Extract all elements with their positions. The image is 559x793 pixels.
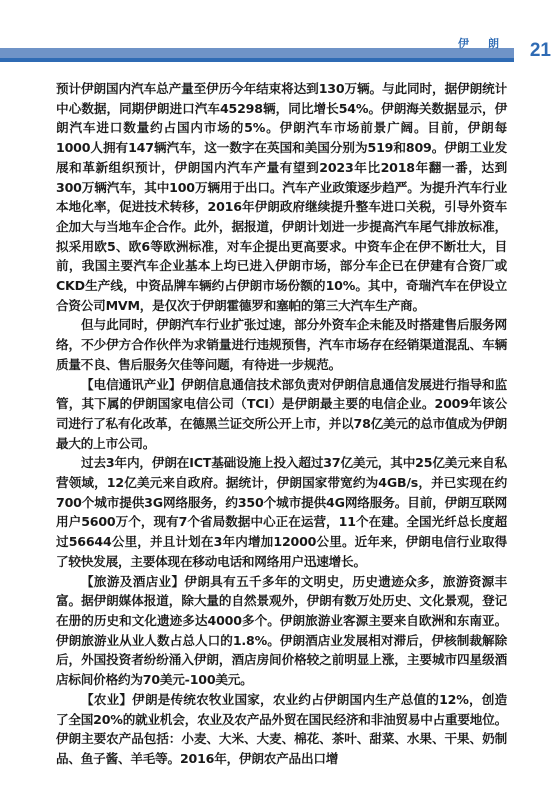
paragraph	[56, 375, 507, 454]
paragraph-text: 伊朗信息通信技术部负责对伊朗信息通信发展进行指导和监管，其下属的伊朗国家电信公司（TCI）是伊朗最主要的电信企业。2009年该公司进行了私有化改革，在德黑兰证交所公开上市，并以78亿美元的总市值成为伊朗最大的上市公司。	[56, 376, 507, 451]
section-name: 伊 朗	[458, 37, 503, 50]
paragraph	[56, 79, 507, 315]
paragraph	[56, 690, 507, 769]
paragraph-text: 伊朗是传统农牧业国家，农业约占伊朗国内生产总值的12%，创造了全国20%的就业机会，农业及农产品外贸在国民经济和非油贸易中占重要地位。伊朗主要农产品包括：小麦、大米、大麦、棉花、茶叶、甜菜、水果、干果、奶制品、鱼子酱、羊毛等。2016年，伊朗农产品出口增	[56, 691, 507, 766]
body-text	[56, 79, 507, 769]
page-number: 21	[529, 40, 551, 61]
paragraph	[56, 572, 507, 690]
category-label: 【农业】	[81, 691, 133, 707]
paragraph	[56, 315, 507, 374]
paragraph-text: 过去3年内，伊朗在ICT基础设施上投入超过37亿美元，其中25亿美元来自私营领域，12亿美元来自政府。据统计，伊朗国家带宽约为4GB/s，并已实现在约700个城市提供3G网络服务，约350个城市提供4G网络服务。目前，伊朗互联网用户5600万个，现有7个省局数据中心正在运营，11个在建。全国光纤总长度超过56644公里，并且计划在3年内增加12000公里。近年来，伊朗电信行业取得了较快发展，主要体现在移动电话和网络用户迅速增长。	[56, 455, 507, 569]
category-label: 【旅游及酒店业】	[81, 573, 185, 589]
paragraph-text: 伊朗具有五千多年的文明史，历史遗迹众多，旅游资源丰富。据伊朗媒体报道，除大量的自然景观外，伊朗有数万处历史、文化景观，登记在册的历史和文化遗迹多达4000多个。伊朗旅游业客源主要来自欧洲和东南亚。伊朗旅游业从业人数占总人口的1.8%。伊朗酒店业发展相对滞后，伊核制裁解除后，外国投资者纷纷涌入伊朗，酒店房间价格较之前明显上涨，主要城市四星级酒店标间价格约为70美元-100美元。	[56, 573, 507, 688]
category-label: 【电信通讯产业】	[81, 376, 182, 392]
paragraph-text: 但与此同时，伊朗汽车行业扩张过速，部分外资车企未能及时搭建售后服务网络，不少伊方合作伙伴为求销量进行违规预售，汽车市场存在经销渠道混乱、车辆质量不良、售后服务欠佳等问题，有待进一步规范。	[56, 317, 507, 372]
paragraph-text: 预计伊朗国内汽车总产量至伊历今年结束将达到130万辆。与此同时，据伊朗统计中心数据，同期伊朗进口汽车45298辆，同比增长54%。伊朗海关数据显示，伊朗汽车进口数量约占国内市场的5%。伊朗汽车市场前景广阔。目前，伊朗每1000人拥有147辆汽车，这一数字在英国和美国分别为519和809。伊朗工业发展和革新组织预计，伊朗国内汽车产量有望到2023年比2018年翻一番，达到300万辆汽车，其中100万辆用于出口。汽车产业政策逐步趋严。为提升汽车行业本地化率，促进技术转移，2016年伊朗政府继续提升整车进口关税，引导外资车企加大与当地车企合作。此外，据报道，伊朗计划进一步提高汽车尾气排放标准，拟采用欧5、欧6等欧洲标准，对车企提出更高要求。中资车企在伊不断壮大，目前，我国主要汽车企业基本上均已进入伊朗市场，部分车企已在伊建有合资厂或CKD生产线，中资品牌车辆约占伊朗市场份额的10%。其中，奇瑞汽车在伊设立合资公司MVM，是仅次于伊朗霍德罗和塞帕的第三大汽车生产商。	[56, 81, 507, 313]
paragraph	[56, 453, 507, 571]
header-strip	[0, 58, 514, 62]
